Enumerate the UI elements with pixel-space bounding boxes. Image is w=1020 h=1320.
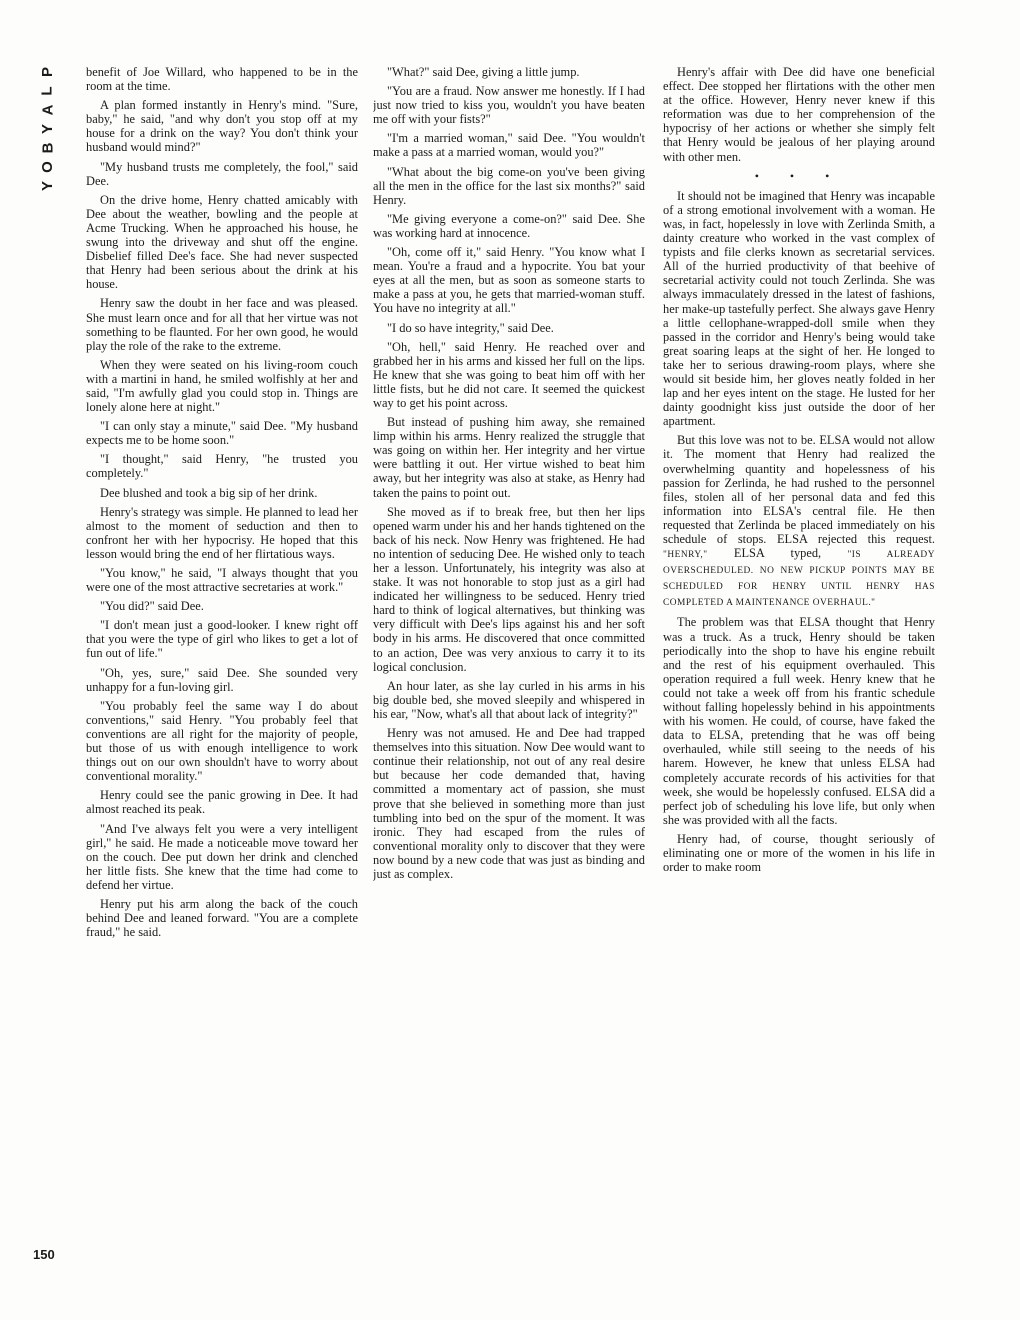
- paragraph: "What about the big come-on you've been giving all the men in the office for the last six months?" said Henry.: [373, 164, 645, 207]
- paragraph: Henry's affair with Dee did have one beneficial effect. Dee stopped her flirtations with the other men at the office. However, Henry never knew if this reformation was due to her comprehension of the hypocrisy of her actions or whether she simply felt that Henry would be jealous of her playing around with other men.: [663, 65, 935, 164]
- column-3: [663, 65, 935, 1265]
- paragraph: "You probably feel the same way I do about conventions," said Henry. "You probably feel that conventions are all right for the majority of people, but those of us with enough intelligence to work things out on our own shouldn't have to worry about conventional morality.": [86, 698, 358, 784]
- paragraph: Henry could see the panic growing in Dee. It had almost reached its peak.: [86, 788, 358, 817]
- paragraph: "Oh, yes, sure," said Dee. She sounded very unhappy for a fun-loving girl.: [86, 665, 358, 694]
- masthead-letter: P: [38, 66, 56, 78]
- paragraph: "My husband trusts me completely, the fool," said Dee.: [86, 159, 358, 188]
- paragraph: "Oh, come off it," said Henry. "You know what I mean. You're a fraud and a hypocrite. You bat your eyes at all the men, but as soon as someone starts to make a pass at you, he gets that married-woman stuff. You have no integrity at all.": [373, 245, 645, 316]
- column-2: [373, 65, 645, 1265]
- paragraph: "You know," he said, "I always thought that you were one of the most attractive secretaries at work.": [86, 566, 358, 595]
- paragraph-text: But this love was not to be. ELSA would not allow it. The moment that Henry had realized the overwhelming quantity and hopelessness of his passion for Zerlinda, he had rushed to the personnel files, stolen all of her personal data and fed this information into ELSA's central file. He then requested that Zerlinda be placed immediately on his schedule of stops. ELSA rejected this request.: [663, 433, 935, 546]
- paragraph: "I thought," said Henry, "he trusted you completely.": [86, 452, 358, 481]
- paragraph: benefit of Joe Willard, who happened to be in the room at the time.: [86, 65, 358, 94]
- paragraph: "I don't mean just a good-looker. I knew right off that you were the type of girl who likes to get a lot of fun out of life.": [86, 618, 358, 661]
- page-number: 150: [33, 1247, 55, 1262]
- elsa-message: "IS ALREADY OVERSCHEDULED. NO NEW PICKUP POINTS MAY BE SCHEDULED FOR HENRY UNTIL HENRY HAS COMPLETED A MAINTENANCE OVERHAUL.": [663, 550, 935, 609]
- elsa-name: "HENRY,": [663, 550, 708, 561]
- paragraph: "What?" said Dee, giving a little jump.: [387, 65, 580, 79]
- paragraph: "I do so have integrity," said Dee.: [387, 320, 554, 335]
- paragraph: A plan formed instantly in Henry's mind. "Sure, baby," he said, "and why don't you stop off at my house for a drink on the way? You don't think your husband would mind?": [86, 98, 358, 155]
- paragraph: "And I've always felt you were a very intelligent girl," he said. He made a noticeable move toward her on the couch. Dee put down her drink and clenched her little fists. She knew that the time had come to defend her virtue.: [86, 821, 358, 892]
- magazine-masthead: [33, 64, 63, 194]
- paragraph: On the drive home, Henry chatted amicably with Dee about the weather, bowling and the people at Acme Trucking. When he approached his house, he swung into the driveway and shut off the engine. Disbelief filled Dee's face. She had never suspected that Henry had been serious about the drink at his house.: [86, 192, 358, 292]
- paragraph: Henry's strategy was simple. He planned to lead her almost to the moment of seduction and then to confront her with her hypocrisy. He hoped that this lesson would bring the end of her flirtatious ways.: [86, 504, 358, 561]
- paragraph: Henry had, of course, thought seriously of eliminating one or more of the women in his life in order to make room: [663, 831, 935, 875]
- section-separator: • • •: [754, 168, 844, 183]
- paragraph: But instead of pushing him away, she remained limp within his arms. Henry realized the struggle that was going on within her. Her integrity and her virtue were battling it out. Her virtue wished to beat him away, but her integrity was also at stake, as Henry had taken the pains to point out.: [373, 415, 645, 500]
- paragraph: "Oh, hell," said Henry. He reached over and grabbed her in his arms and kissed her full on the lips. He knew that she was going to beat him off with her little fists, but he did not care. It seemed the quickest way to get his point across.: [373, 339, 645, 410]
- paragraph: Henry put his arm along the back of the couch behind Dee and leaned forward. "You are a complete fraud," he said.: [86, 896, 358, 940]
- paragraph: "I'm a married woman," said Dee. "You wouldn't make a pass at a married woman, would you?": [373, 131, 645, 160]
- paragraph: Henry saw the doubt in her face and was pleased. She must learn once and for all that her virtue was not something to be flaunted. For her own good, he would play the role of the rake to the extreme.: [86, 296, 358, 353]
- masthead-letter: Y: [38, 123, 56, 135]
- elsa-typed: ELSA typed,: [733, 546, 822, 561]
- paragraph: She moved as if to break free, but then her lips opened warm under his and her hands tightened on the back of his neck. Now Henry was frightened. He had no intention of seducing Dee. He wished only to teach her a lesson. Unfortunately, his integrity was also at stake. It was not honorable to stop just as a girl had indicated her willingness to be seduced. Henry tried hard to think of logical alternatives, but thinking was very difficult with Dee's lips against his and her soft body in his arms. He discovered that once committed to an action, Dee was very anxious to carry it to its logical conclusion.: [373, 504, 645, 674]
- paragraph: Dee blushed and took a big sip of her drink.: [100, 485, 318, 500]
- paragraph: "You are a fraud. Now answer me honestly. If I had just now tried to kiss you, wouldn't you have beaten me off with your fists?": [373, 84, 645, 127]
- paragraph: An hour later, as she lay curled in his arms in his big double bed, she moved sleepily and whispered in his ear, "Now, what's all that about lack of integrity?": [373, 678, 645, 721]
- column-1: [86, 65, 358, 1265]
- paragraph: "You did?" said Dee.: [100, 599, 204, 614]
- paragraph: "I can only stay a minute," said Dee. "My husband expects me to be home soon.": [86, 419, 358, 448]
- masthead-letter: L: [38, 86, 56, 96]
- paragraph-elsa: [663, 433, 935, 610]
- paragraph: When they were seated on his living-room couch with a martini in hand, he smiled wolfishly at her and said, "I'm awfully glad you could stop in. Things are lonely alone here at night.": [86, 357, 358, 415]
- paragraph: Henry was not amused. He and Dee had trapped themselves into this situation. Now Dee would want to continue their relationship, not out of any real desire but because her code demanded that, having committed a momentary act of passion, she must prove that she believed in something more than just tumbling into bed on the spur of the moment. It was ironic. They had escaped from the rules of conventional morality only to discover that they were now bound by a new code that was just as binding and just as complex.: [373, 726, 645, 881]
- masthead-letter: B: [39, 142, 56, 154]
- masthead-letter: A: [39, 104, 56, 116]
- masthead-letter: Y: [38, 180, 56, 192]
- masthead-letter: O: [38, 161, 56, 173]
- paragraph: The problem was that ELSA thought that Henry was a truck. As a truck, Henry should be taken periodically into the shop to have his engine rebuilt and the rest of his equipment overhauled. This operation required a full week. Henry knew that he could not take a week off from his frantic schedule without falling hopelessly behind in his appointments with his women. He could, of course, have faked the data to ELSA, pretending that he was off being overhauled, while still seeing to the needs of his harem. However, he knew that unless ELSA had completely accurate records of his activities for that week, she would be hopelessly confused. ELSA did a perfect job of scheduling his love life, but only when she was provided with all the facts.: [663, 615, 935, 827]
- paragraph: "Me giving everyone a come-on?" said Dee. She was working hard at innocence.: [373, 211, 645, 240]
- paragraph: It should not be imagined that Henry was incapable of a strong emotional involvement with a woman. He was, in fact, hopelessly in love with Zerlinda Smith, a dainty creature who worked in the vast complex of typists and file clerks known as secretarial services. All of the hurried productivity of that beehive of secretarial activity could not touch Zerlinda. She was always immaculately dressed in the latest of fashions, her make-up tastefully perfect. She always gave Henry a little cellophane-wrapped-doll smile when they passed in the corridor and Henry's being would take great soaring leaps at the sight of her. He longed to take her to serious drawing-room plays, where she would sit beside him, her gloves neatly folded in her lap and her eyes intent on the stage. He lusted for her dainty goodnight kiss just outside the door of her apartment.: [663, 188, 935, 429]
